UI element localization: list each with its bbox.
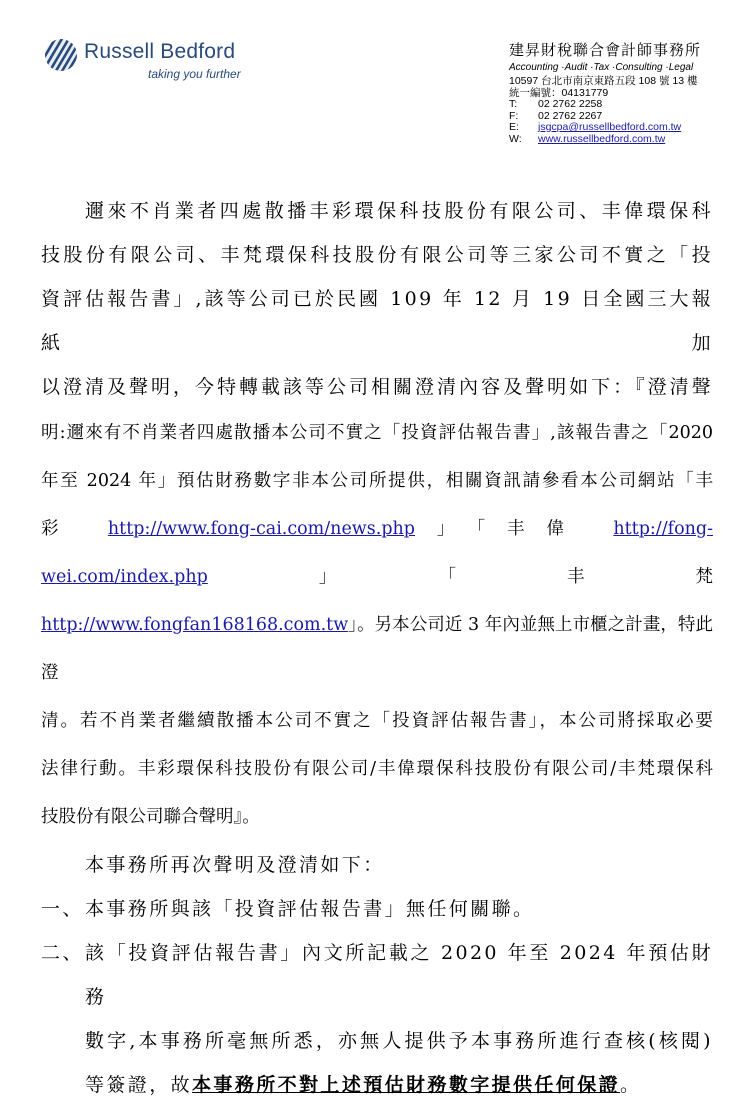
email-link[interactable]: jsgcpa@russellbedford.com.tw (538, 121, 682, 133)
fong-wei-link[interactable]: http://fong-wei.com/index.php (41, 519, 713, 587)
paragraph-line: 資評估報告書」,該等公司已於民國 109 年 12 月 19 日全國三大報紙加 (41, 288, 713, 354)
globe-logo-icon (44, 38, 78, 72)
list-number: 二、 (41, 942, 84, 964)
quote-line: 明:邇來有不肖業者四處散播本公司不實之「投資評估報告書」,該報告書之「2020 (41, 423, 713, 443)
firm-services: Accounting ·Audit ·Tax ·Consulting ·Legal (509, 62, 694, 73)
quote-line: 年至 2024 年」預估財務數字非本公司所提供，相關資訊請參看本公司網站「丰 (41, 471, 713, 491)
list-text: 本事務所與該「投資評估報告書」無任何關聯。 (85, 898, 535, 920)
paragraph-line: 邇來不肖業者四處散播丰彩環保科技股份有限公司、丰偉環保科 (85, 200, 713, 222)
email-label: E: (509, 121, 519, 133)
firm-tax-id: 統一編號：04131779 (509, 86, 609, 99)
quote-line: 清。若不肖業者繼續散播本公司不實之「投資評估報告書」，本公司將採取必要 (41, 711, 713, 731)
quote-line-links (41, 601, 713, 697)
firm-logo (44, 38, 254, 86)
firm-contact-block (509, 40, 744, 145)
list-text: 。 (620, 1074, 642, 1096)
list-number: 一、 (41, 898, 84, 920)
fax-label: F: (509, 109, 519, 122)
logo-name: Russell Bedford (84, 40, 236, 63)
letter-body (41, 189, 713, 1107)
email-row (509, 122, 744, 134)
emphasis-text: 本事務所不對上述預估財務數字提供任何保證 (192, 1074, 621, 1096)
tel-row (509, 99, 744, 111)
tel-value: 02 2762 2258 (538, 98, 603, 110)
list-item (41, 887, 713, 931)
paragraph-line: 以澄清及聲明，今特轉載該等公司相關澄清內容及聲明如下：『澄清聲 (41, 376, 713, 398)
web-row (509, 134, 744, 146)
list-text-continued (41, 1063, 713, 1107)
fong-cai-link[interactable]: http://www.fong-cai.com/news.php (107, 519, 416, 539)
quote-text: 」「丰偉 (415, 519, 614, 539)
list-text: 該「投資評估報告書」內文所記載之 2020 年至 2024 年預估財務 (85, 942, 713, 1008)
quote-line-links (41, 505, 713, 601)
list-text: 等簽證，故 (85, 1074, 193, 1096)
quote-line: 技股份有限公司聯合聲明』。 (41, 807, 260, 827)
quote-line: 法律行動。丰彩環保科技股份有限公司/丰偉環保科技股份有限公司/丰梵環保科 (41, 759, 713, 779)
list-item (41, 931, 713, 1019)
quote-text: 」。另本公司近 3 年內並無上市櫃之計畫，特此澄 (41, 615, 713, 683)
quote-text: 」「丰梵 (207, 567, 713, 587)
declaration-heading: 本事務所再次聲明及澄清如下： (85, 854, 385, 876)
paragraph-line: 技股份有限公司、丰梵環保科技股份有限公司等三家公司不實之「投 (41, 244, 713, 266)
quote-text: 彩 (41, 519, 108, 539)
firm-name: 建昇財稅聯合會計師事務所 (509, 41, 702, 59)
web-label: W: (509, 132, 522, 145)
website-link[interactable]: www.russellbedford.com.tw (538, 132, 666, 145)
logo-tagline: taking you further (148, 67, 241, 81)
fax-value: 02 2762 2267 (538, 109, 603, 122)
tel-label: T: (509, 98, 518, 110)
fong-fan-link[interactable]: http://www.fongfan168168.com.tw (41, 615, 349, 635)
firm-address: 10597 台北市南京東路五段 108 號 13 樓 (509, 75, 698, 87)
list-text-continued: 數字,本事務所毫無所悉，亦無人提供予本事務所進行查核(核閱) (85, 1030, 713, 1052)
